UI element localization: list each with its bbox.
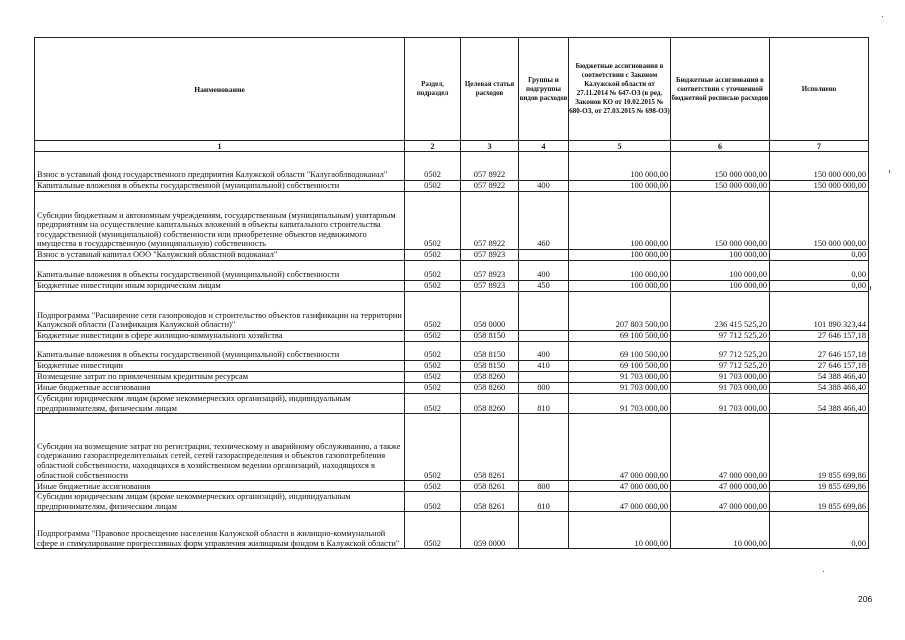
header-row — [35, 38, 869, 141]
row-section: 0502 — [405, 292, 461, 331]
table-row — [35, 372, 869, 383]
row-section: 0502 — [405, 383, 461, 394]
row-executed-amount: 27 646 157,18 — [770, 331, 869, 342]
row-target: 057 8923 — [461, 250, 519, 261]
row-target: 057 8923 — [461, 281, 519, 292]
table-row — [35, 281, 869, 292]
row-executed-amount: 150 000 000,00 — [770, 192, 869, 250]
header-specified: Бюджетные ассигнования в соответствии с уточненной бюджетной росписью расходов — [671, 38, 770, 141]
column-number: 1 — [35, 141, 405, 152]
table-row — [35, 512, 869, 549]
row-name: Иные бюджетные ассигнования — [35, 383, 405, 394]
table-row — [35, 292, 869, 331]
row-specified-amount: 150 000 000,00 — [671, 192, 770, 250]
table-row — [35, 492, 869, 512]
row-law-amount: 207 803 500,00 — [569, 292, 671, 331]
row-specified-amount: 91 703 000,00 — [671, 372, 770, 383]
row-section: 0502 — [405, 372, 461, 383]
row-law-amount: 10 000,00 — [569, 512, 671, 549]
row-executed-amount: 27 646 157,18 — [770, 361, 869, 372]
row-name: Капитальные вложения в объекты государственной (муниципальной) собственности — [35, 261, 405, 281]
header-executed: Исполнено — [770, 38, 869, 141]
row-executed-amount: 54 388 466,40 — [770, 372, 869, 383]
row-specified-amount: 91 703 000,00 — [671, 383, 770, 394]
row-target: 058 8150 — [461, 342, 519, 361]
row-section: 0502 — [405, 181, 461, 192]
row-target: 059 0000 — [461, 512, 519, 549]
row-specified-amount: 236 415 525,20 — [671, 292, 770, 331]
row-group — [519, 292, 569, 331]
column-number: 6 — [671, 141, 770, 152]
row-executed-amount: 0,00 — [770, 281, 869, 292]
row-section: 0502 — [405, 261, 461, 281]
row-section: 0502 — [405, 361, 461, 372]
row-specified-amount: 91 703 000,00 — [671, 394, 770, 414]
row-executed-amount: 54 388 466,40 — [770, 394, 869, 414]
header-section: Раздел, подраздел — [405, 38, 461, 141]
row-target: 058 8260 — [461, 372, 519, 383]
budget-table — [34, 37, 869, 549]
column-number: 2 — [405, 141, 461, 152]
row-name: Субсидии юридическим лицам (кроме некоммерческих организаций), индивидуальным предпринимателям, физическим лицам — [35, 492, 405, 512]
row-section: 0502 — [405, 152, 461, 181]
row-executed-amount: 27 646 157,18 — [770, 342, 869, 361]
row-group: 810 — [519, 394, 569, 414]
row-group — [519, 250, 569, 261]
row-target: 058 8260 — [461, 383, 519, 394]
table-row — [35, 394, 869, 414]
row-law-amount: 91 703 000,00 — [569, 394, 671, 414]
column-number: 7 — [770, 141, 869, 152]
row-specified-amount: 10 000,00 — [671, 512, 770, 549]
row-executed-amount: 101 890 323,44 — [770, 292, 869, 331]
page-number: 206 — [858, 594, 873, 604]
row-name: Подпрограмма "Правовое просвещение населения Калужской области в жилищно-коммунальной сфере и стимулирование прогрессивных форм управления жилищным фондом в Калужской области" — [35, 512, 405, 549]
table-row — [35, 250, 869, 261]
scan-speck — [889, 170, 890, 173]
row-name: Взнос в уставный капитал ООО "Калужский областной водоканал" — [35, 250, 405, 261]
table-row — [35, 481, 869, 492]
row-target: 058 8150 — [461, 361, 519, 372]
column-number: 3 — [461, 141, 519, 152]
row-section: 0502 — [405, 342, 461, 361]
row-executed-amount: 150 000 000,00 — [770, 152, 869, 181]
row-target: 057 8922 — [461, 192, 519, 250]
row-group: 800 — [519, 383, 569, 394]
row-name: Подпрограмма "Расширение сети газопроводов и строительство объектов газификации на территории Калужской области (Газификация Калужской области)" — [35, 292, 405, 331]
row-specified-amount: 100 000,00 — [671, 250, 770, 261]
row-law-amount: 91 703 000,00 — [569, 383, 671, 394]
row-executed-amount: 0,00 — [770, 250, 869, 261]
row-group: 810 — [519, 492, 569, 512]
budget-document — [34, 37, 868, 549]
row-name: Субсидии на возмещение затрат по регистрации, техническому и аварийному обслуживанию, а также содержанию газораспределительных сетей, сетей газораспределения и объектов газопотребления областной собственности, находящихся в хозяйственном ведении организаций, находящихся в областной собственности — [35, 414, 405, 481]
row-law-amount: 100 000,00 — [569, 261, 671, 281]
header-target: Целевая статья расходов — [461, 38, 519, 141]
row-section: 0502 — [405, 331, 461, 342]
row-specified-amount: 47 000 000,00 — [671, 414, 770, 481]
row-law-amount: 69 100 500,00 — [569, 331, 671, 342]
row-law-amount: 100 000,00 — [569, 181, 671, 192]
row-law-amount: 100 000,00 — [569, 152, 671, 181]
header-name: Наименование — [35, 38, 405, 141]
table-row — [35, 261, 869, 281]
row-group — [519, 414, 569, 481]
row-specified-amount: 47 000 000,00 — [671, 492, 770, 512]
row-specified-amount: 97 712 525,20 — [671, 331, 770, 342]
row-group: 400 — [519, 181, 569, 192]
row-section: 0502 — [405, 281, 461, 292]
row-group: 800 — [519, 481, 569, 492]
row-name: Бюджетные инвестиции — [35, 361, 405, 372]
row-name: Субсидии бюджетным и автономным учреждениям, государственным (муниципальным) унитарным предприятиям на осуществление капитальных вложений в объекты капитального строительства государственной (муниципальной) собственности или приобретение объектов недвижимого имущества в государственную (муниципальную) собственность — [35, 192, 405, 250]
row-target: 058 8261 — [461, 492, 519, 512]
row-name: Иные бюджетные ассигнования — [35, 481, 405, 492]
column-number-row — [35, 141, 869, 152]
scan-speck — [870, 286, 871, 290]
table-row — [35, 342, 869, 361]
row-executed-amount: 19 855 699,86 — [770, 414, 869, 481]
row-group — [519, 152, 569, 181]
row-group — [519, 372, 569, 383]
row-specified-amount: 97 712 525,20 — [671, 361, 770, 372]
row-group — [519, 331, 569, 342]
row-target: 057 8922 — [461, 181, 519, 192]
row-specified-amount: 100 000,00 — [671, 261, 770, 281]
table-row — [35, 361, 869, 372]
row-group: 460 — [519, 192, 569, 250]
column-number: 5 — [569, 141, 671, 152]
row-name: Возмещение затрат по привлеченным кредитным ресурсам — [35, 372, 405, 383]
table-row — [35, 331, 869, 342]
scan-speck — [823, 571, 824, 572]
row-executed-amount: 19 855 699,86 — [770, 492, 869, 512]
scan-speck — [882, 16, 883, 17]
row-name: Бюджетные инвестиции в сфере жилищно-коммунального хозяйства — [35, 331, 405, 342]
row-executed-amount: 150 000 000,00 — [770, 181, 869, 192]
row-section: 0502 — [405, 492, 461, 512]
table-row — [35, 181, 869, 192]
row-section: 0502 — [405, 481, 461, 492]
row-group: 450 — [519, 281, 569, 292]
row-target: 058 8261 — [461, 481, 519, 492]
row-name: Бюджетные инвестиции иным юридическим лицам — [35, 281, 405, 292]
row-group: 410 — [519, 361, 569, 372]
row-law-amount: 100 000,00 — [569, 192, 671, 250]
row-section: 0502 — [405, 250, 461, 261]
row-group — [519, 512, 569, 549]
row-specified-amount: 150 000 000,00 — [671, 181, 770, 192]
row-section: 0502 — [405, 414, 461, 481]
row-target: 058 0000 — [461, 292, 519, 331]
row-specified-amount: 150 000 000,00 — [671, 152, 770, 181]
header-law: Бюджетные ассигнования в соответствии с Законом Калужской области от 27.11.2014 № 647-ОЗ (в ред. Законов КО от 10.02.2015 № 680-ОЗ, от 27.03.2015 № 698-ОЗ) — [569, 38, 671, 141]
row-executed-amount: 0,00 — [770, 512, 869, 549]
row-name: Субсидии юридическим лицам (кроме некоммерческих организаций), индивидуальным предпринимателям, физическим лицам — [35, 394, 405, 414]
table-row — [35, 414, 869, 481]
row-section: 0502 — [405, 394, 461, 414]
row-law-amount: 100 000,00 — [569, 250, 671, 261]
row-name: Взнос в уставный фонд государственного предприятия Калужской области "Калугаоблводоканал" — [35, 152, 405, 181]
row-target: 058 8260 — [461, 394, 519, 414]
header-groups: Группы и подгруппы видов расходов — [519, 38, 569, 141]
row-target: 057 8923 — [461, 261, 519, 281]
row-section: 0502 — [405, 512, 461, 549]
row-law-amount: 47 000 000,00 — [569, 492, 671, 512]
row-law-amount: 69 100 500,00 — [569, 361, 671, 372]
row-group: 400 — [519, 261, 569, 281]
row-section: 0502 — [405, 192, 461, 250]
row-law-amount: 47 000 000,00 — [569, 481, 671, 492]
column-number: 4 — [519, 141, 569, 152]
table-row — [35, 152, 869, 181]
row-target: 057 8922 — [461, 152, 519, 181]
row-specified-amount: 97 712 525,20 — [671, 342, 770, 361]
row-law-amount: 100 000,00 — [569, 281, 671, 292]
row-specified-amount: 47 000 000,00 — [671, 481, 770, 492]
row-executed-amount: 54 388 466,40 — [770, 383, 869, 394]
row-executed-amount: 19 855 699,86 — [770, 481, 869, 492]
table-row — [35, 383, 869, 394]
row-name: Капитальные вложения в объекты государственной (муниципальной) собственности — [35, 342, 405, 361]
row-law-amount: 69 100 500,00 — [569, 342, 671, 361]
row-name: Капитальные вложения в объекты государственной (муниципальной) собственности — [35, 181, 405, 192]
row-law-amount: 91 703 000,00 — [569, 372, 671, 383]
row-law-amount: 47 000 000,00 — [569, 414, 671, 481]
row-executed-amount: 0,00 — [770, 261, 869, 281]
row-target: 058 8150 — [461, 331, 519, 342]
row-specified-amount: 100 000,00 — [671, 281, 770, 292]
table-row — [35, 192, 869, 250]
row-group: 400 — [519, 342, 569, 361]
row-target: 058 8261 — [461, 414, 519, 481]
